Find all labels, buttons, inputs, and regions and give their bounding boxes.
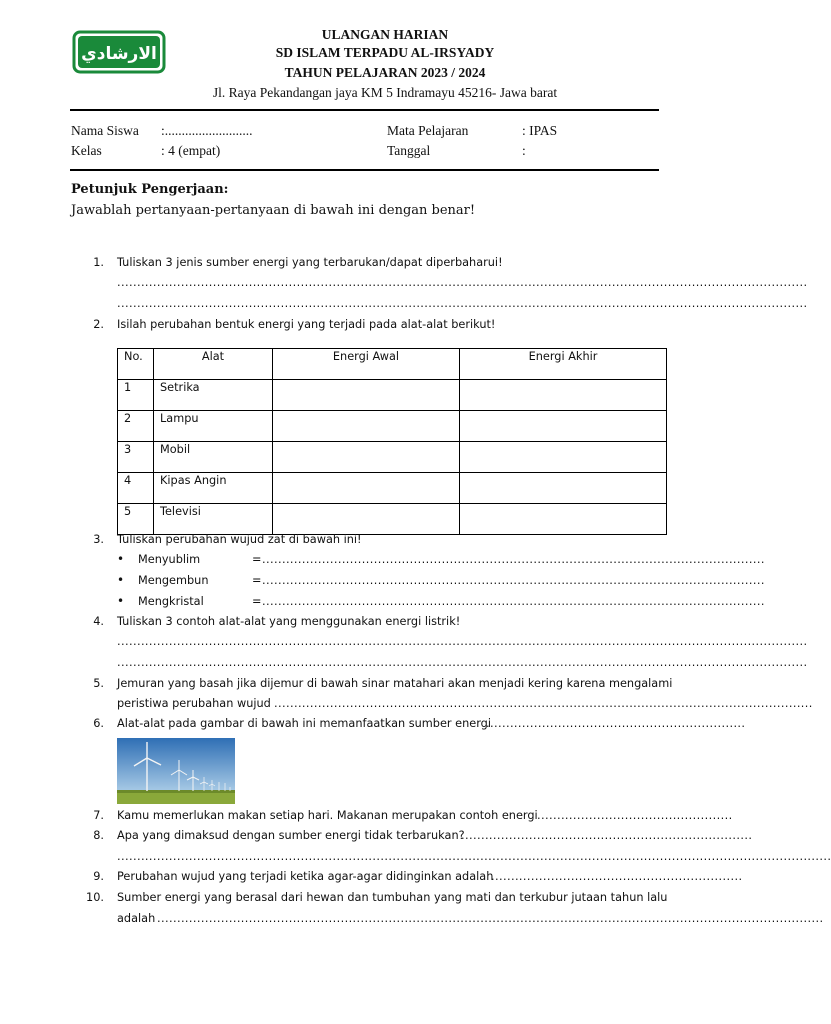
- kelas-value: : 4 (empat): [161, 143, 221, 158]
- answer-line: ..............................................................................................................................: [262, 574, 765, 587]
- q3-number: 3.: [93, 533, 104, 546]
- academic-year: TAHUN PELAJARAN 2023 / 2024: [284, 65, 486, 80]
- q1-text: Tuliskan 3 jenis sumber energi yang terbarukan/dapat diperbaharui!: [117, 256, 503, 269]
- cell-energi-akhir[interactable]: [460, 380, 667, 411]
- tanggal-label: Tanggal: [387, 143, 431, 158]
- kelas-label: Kelas: [71, 143, 102, 158]
- q10-text-cont: adalah: [117, 912, 156, 925]
- q1-number: 1.: [93, 256, 104, 269]
- cell-no: 5: [118, 504, 154, 535]
- answer-line: .............................................................................................................................................................................: [117, 635, 808, 648]
- table-header-energi-awal: Energi Awal: [273, 349, 460, 380]
- q2-number: 2.: [93, 318, 104, 331]
- nama-value: :..........................: [161, 123, 253, 138]
- table-header-energi-akhir: Energi Akhir: [460, 349, 667, 380]
- answer-line: .......................................................................................................................................: [274, 697, 813, 710]
- cell-energi-awal[interactable]: [273, 442, 460, 473]
- q4-text: Tuliskan 3 contoh alat-alat yang menggunakan energi listrik!: [117, 615, 461, 628]
- table-header-alat: Alat: [154, 349, 273, 380]
- q10-number: 10.: [86, 891, 104, 904]
- answer-line: ...............................................................: [491, 870, 743, 883]
- mapel-value: : IPAS: [522, 123, 558, 138]
- answer-line: .............................................................................................................................................................................: [117, 297, 808, 310]
- answer-line: ...................................................................................................................................................................................: [117, 850, 831, 863]
- q8-number: 8.: [93, 829, 104, 842]
- cell-no: 1: [118, 380, 154, 411]
- cell-energi-awal[interactable]: [273, 504, 460, 535]
- cell-energi-akhir[interactable]: [460, 411, 667, 442]
- wujud-sep: =: [252, 553, 262, 566]
- answer-line: .................................................................: [486, 717, 746, 730]
- cell-energi-awal[interactable]: [273, 411, 460, 442]
- energy-table: [117, 348, 667, 535]
- table-header-no: No.: [118, 349, 154, 380]
- cell-alat: Televisi: [154, 504, 273, 535]
- table-row: [118, 473, 667, 504]
- cell-energi-akhir[interactable]: [460, 504, 667, 535]
- q7-text: Kamu memerlukan makan setiap hari. Makanan merupakan contoh energi: [117, 809, 538, 822]
- table-row: [118, 504, 667, 535]
- q6-number: 6.: [93, 717, 104, 730]
- bullet-icon: •: [117, 573, 125, 587]
- answer-line: .................................................: [537, 809, 733, 822]
- cell-no: 3: [118, 442, 154, 473]
- exam-title: ULANGAN HARIAN: [321, 27, 449, 42]
- school-name: SD ISLAM TERPADU AL-IRSYADY: [275, 45, 495, 60]
- cell-alat: Mobil: [154, 442, 273, 473]
- answer-line: .......................................................................................................................................................................: [157, 912, 824, 925]
- nama-label: Nama Siswa: [71, 123, 139, 138]
- wujud-label: Mengembun: [138, 574, 209, 587]
- q2-text: Isilah perubahan bentuk energi yang terjadi pada alat-alat berikut!: [117, 318, 496, 331]
- q8-text: Apa yang dimaksud dengan sumber energi tidak terbarukan?: [117, 829, 465, 842]
- answer-line: ..............................................................................................................................: [262, 553, 765, 566]
- q9-text: Perubahan wujud yang terjadi ketika agar-agar didinginkan adalah: [117, 870, 494, 883]
- cell-energi-akhir[interactable]: [460, 473, 667, 504]
- answer-line: ..............................................................................................................................: [262, 595, 765, 608]
- bullet-icon: •: [117, 594, 125, 608]
- q5-text-cont: peristiwa perubahan wujud: [117, 697, 271, 710]
- wujud-sep: =: [252, 574, 262, 587]
- cell-energi-awal[interactable]: [273, 380, 460, 411]
- answer-line: .........................................................................: [461, 829, 753, 842]
- wujud-label: Menyublim: [138, 553, 201, 566]
- cell-alat: Kipas Angin: [154, 473, 273, 504]
- q6-text: Alat-alat pada gambar di bawah ini memanfaatkan sumber energi: [117, 717, 491, 730]
- info-divider: [70, 169, 659, 171]
- q9-number: 9.: [93, 870, 104, 883]
- answer-line: .............................................................................................................................................................................: [117, 656, 808, 669]
- table-header-row: [118, 349, 667, 380]
- q3-text: Tuliskan perubahan wujud zat di bawah ini!: [117, 533, 362, 546]
- q5-text: Jemuran yang basah jika dijemur di bawah sinar matahari akan menjadi kering karena mengalami: [117, 677, 673, 690]
- table-row: [118, 442, 667, 473]
- q10-text: Sumber energi yang berasal dari hewan dan tumbuhan yang mati dan terkubur jutaan tahun lalu: [117, 891, 668, 904]
- school-logo: [72, 28, 166, 76]
- answer-line: .............................................................................................................................................................................: [117, 276, 808, 289]
- table-row: [118, 380, 667, 411]
- q4-number: 4.: [93, 615, 104, 628]
- cell-energi-awal[interactable]: [273, 473, 460, 504]
- q5-number: 5.: [93, 677, 104, 690]
- header-divider: [70, 109, 659, 111]
- cell-alat: Setrika: [154, 380, 273, 411]
- instructions-title: Petunjuk Pengerjaan:: [71, 182, 229, 197]
- instructions-text: Jawablah pertanyaan-pertanyaan di bawah ini dengan benar!: [71, 203, 476, 218]
- wind-turbine-image: [117, 738, 235, 804]
- cell-no: 4: [118, 473, 154, 504]
- school-address: Jl. Raya Pekandangan jaya KM 5 Indramayu 45216- Jawa barat: [212, 85, 558, 100]
- wujud-sep: =: [252, 595, 262, 608]
- table-row: [118, 411, 667, 442]
- wujud-label: Mengkristal: [138, 595, 204, 608]
- tanggal-value: :: [522, 143, 526, 158]
- cell-alat: Lampu: [154, 411, 273, 442]
- mapel-label: Mata Pelajaran: [387, 123, 469, 138]
- logo-text: الارشادي: [81, 44, 157, 64]
- bullet-icon: •: [117, 552, 125, 566]
- cell-energi-akhir[interactable]: [460, 442, 667, 473]
- q7-number: 7.: [93, 809, 104, 822]
- cell-no: 2: [118, 411, 154, 442]
